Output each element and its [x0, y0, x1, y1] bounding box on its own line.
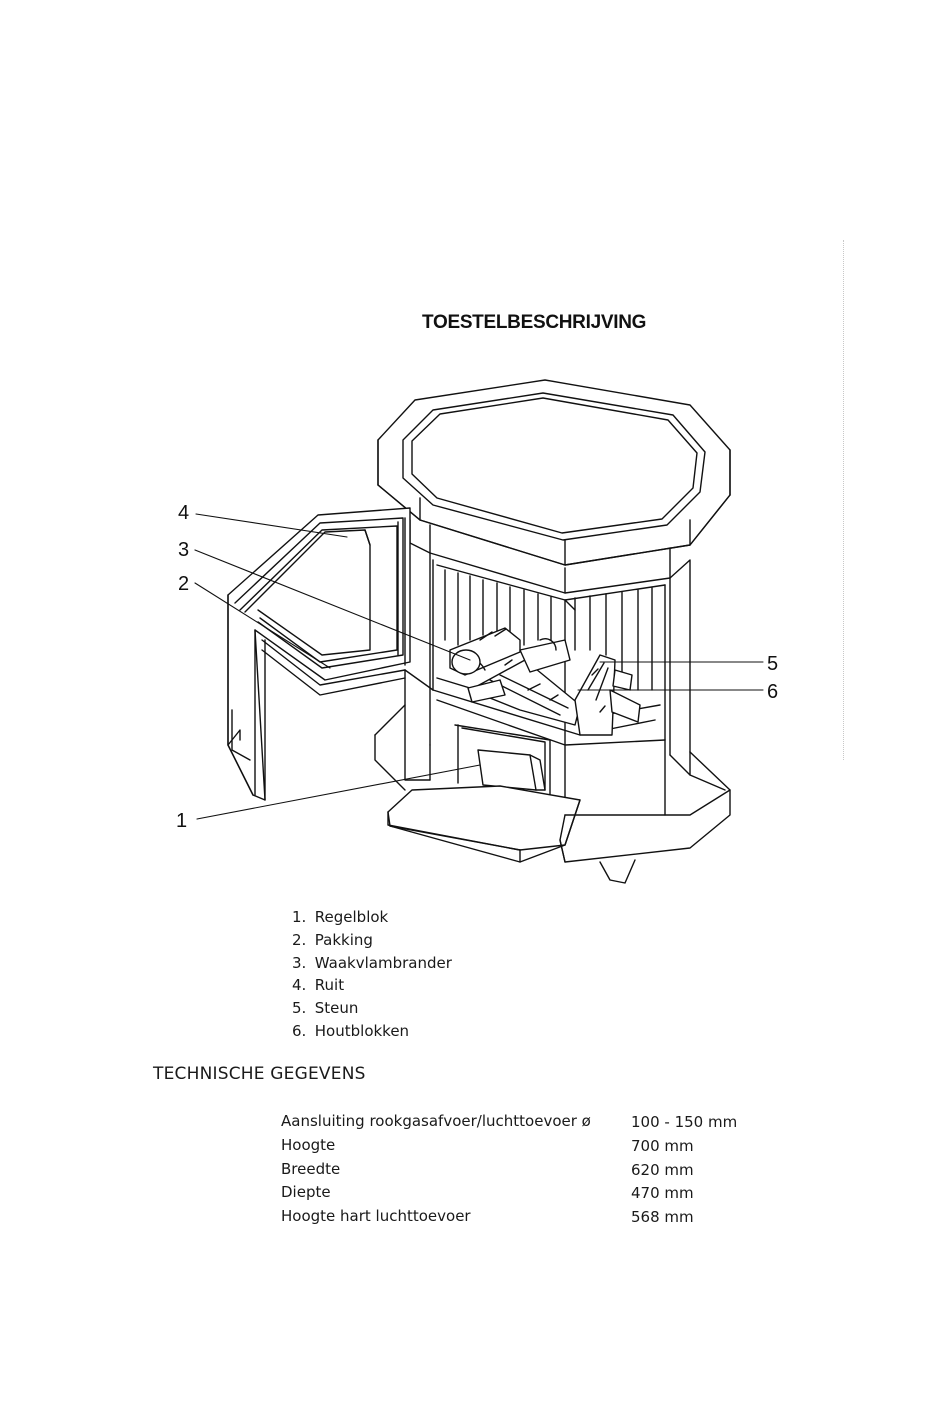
table-row: [281, 1136, 737, 1160]
stove-top: [378, 380, 730, 565]
spec-value: 470 mm: [631, 1184, 694, 1203]
callout-1: 1: [176, 810, 188, 832]
legend-label: Pakking: [314, 930, 373, 949]
spec-label: Diepte: [281, 1183, 331, 1202]
legend-number: 5.: [292, 999, 307, 1018]
table-row: [281, 1183, 737, 1207]
page-title: TOESTELBESCHRIJVING: [422, 312, 647, 333]
open-door: [228, 508, 410, 800]
stove-body: [375, 520, 730, 883]
legend-item: [292, 906, 452, 929]
callout-4: 4: [178, 502, 190, 524]
legend-label: Ruit: [314, 976, 345, 995]
callout-3: 3: [178, 539, 190, 561]
spec-label: Hoogte hart luchttoevoer: [281, 1207, 471, 1226]
legend-item: [292, 974, 452, 997]
spec-value: 620 mm: [631, 1160, 694, 1179]
table-row: [281, 1160, 737, 1184]
legend-item: [292, 997, 452, 1020]
legend-label: Regelblok: [314, 908, 389, 926]
legend-number: 6.: [292, 1021, 307, 1040]
technical-table: [281, 1112, 737, 1231]
legend-label: Steun: [314, 999, 359, 1018]
technical-heading: TECHNISCHE GEGEVENS: [153, 1064, 366, 1084]
spec-label: Breedte: [281, 1159, 341, 1178]
legend-number: 1.: [292, 908, 307, 926]
legend-label: Waakvlambrander: [314, 953, 452, 972]
spec-value: 568 mm: [631, 1208, 694, 1227]
legend-number: 3.: [292, 953, 307, 972]
parts-legend: [292, 906, 452, 1043]
legend-item: [292, 929, 452, 952]
spec-value: 100 - 150 mm: [631, 1113, 738, 1131]
callout-2: 2: [178, 573, 190, 595]
table-row: [281, 1112, 737, 1136]
legend-item: [292, 1020, 452, 1043]
legend-item: [292, 952, 452, 975]
legend-number: 4.: [292, 976, 307, 995]
spec-value: 700 mm: [631, 1136, 694, 1155]
legend-number: 2.: [292, 930, 307, 949]
spec-label: Aansluiting rookgasafvoer/luchttoevoer ø: [281, 1112, 591, 1130]
legend-label: Houtblokken: [314, 1021, 410, 1040]
table-row: [281, 1207, 737, 1231]
spec-label: Hoogte: [281, 1135, 336, 1154]
logs: [450, 628, 640, 735]
callout-5: 5: [767, 653, 779, 675]
callout-6: 6: [767, 681, 779, 703]
